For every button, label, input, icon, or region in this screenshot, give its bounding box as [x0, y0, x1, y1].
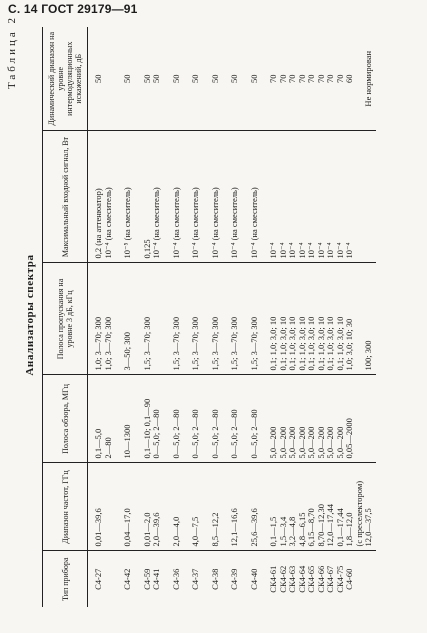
cell-line: 50: [248, 74, 259, 83]
cell-line: 5,0—200: [306, 426, 316, 459]
cell-line: С4-41: [151, 568, 161, 590]
cell-line: 1,0; 3—70; 300: [102, 316, 113, 371]
cell-line: 60: [344, 74, 354, 83]
cell-line: 10—1300: [122, 424, 132, 459]
cell-line: СК4-66: [315, 565, 326, 593]
cell-line: 70: [334, 74, 345, 83]
cell-line: 8,5—12,2: [209, 512, 220, 547]
cell-line: С4-59: [141, 568, 152, 590]
cell-line: 0—5,0; 2—80: [190, 409, 200, 459]
cell-type: [242, 551, 262, 607]
cell-line: 70: [306, 74, 316, 83]
cell-span: [222, 375, 242, 463]
cell-line: 5,0—200: [296, 426, 307, 459]
cell-line: 1,5; 3—70; 300: [170, 316, 181, 371]
cell-line: 10⁻⁴: [296, 242, 307, 259]
cell-line: 2,0—4,0: [170, 516, 181, 547]
col-header-frequency: Диапазон частот, ГГц: [43, 463, 88, 551]
cell-line: 1,5; 3—70; 300: [248, 316, 259, 371]
cell-max-input: [135, 131, 164, 263]
cell-type: [135, 551, 164, 607]
cell-span: [242, 375, 262, 463]
cell-line: 0—5,0; 2—80: [209, 409, 220, 459]
cell-line: 0,1; 1,0; 3,0; 10: [315, 316, 326, 371]
table-row: [164, 27, 184, 607]
cell-dynamic-range: [88, 27, 116, 131]
cell-line: 0,125: [141, 239, 152, 259]
cell-line: 70: [287, 74, 297, 83]
cell-span: [164, 375, 184, 463]
cell-line: 0,1; 1,0; 3,0; 10: [277, 316, 288, 371]
cell-line: СК4-63: [287, 565, 297, 593]
cell-span: [115, 375, 135, 463]
cell-frequency: [242, 463, 262, 551]
cell-span: [261, 375, 376, 463]
cell-line: 10⁻⁴: [334, 242, 345, 259]
cell-line: 1,5; 3—70; 300: [141, 316, 152, 371]
cell-line: СК4-67: [325, 565, 335, 593]
cell-line: СК4-64: [296, 565, 307, 593]
cell-frequency: [183, 463, 203, 551]
cell-line: С4-38: [209, 568, 220, 590]
cell-line: 0,1; 1,0; 3,0; 10: [334, 316, 345, 371]
cell-line: 0—5,0; 2—80: [229, 409, 239, 459]
cell-frequency: [88, 463, 116, 551]
cell-line: 10⁻⁴: [268, 242, 278, 259]
col-header-bandwidth: Полоса пропускания на уровне 3 дБ, кГц: [43, 263, 88, 375]
cell-line: Не нормирован: [363, 50, 373, 107]
cell-type: [222, 551, 242, 607]
cell-bandwidth: [115, 263, 135, 375]
cell-frequency: [261, 463, 376, 551]
cell-span: [135, 375, 164, 463]
cell-line: 10⁻⁴ (на смеситель): [229, 187, 239, 259]
cell-dynamic-range: [135, 27, 164, 131]
cell-max-input: [88, 131, 116, 263]
cell-line: С4-39: [229, 568, 239, 590]
cell-line: 70: [315, 74, 326, 83]
cell-line: 0,1; 1,0; 3,0; 10: [306, 316, 316, 371]
cell-line: 0—5,0; 2—80: [170, 409, 181, 459]
cell-dynamic-range: [164, 27, 184, 131]
cell-line: С4-42: [122, 568, 132, 590]
cell-bandwidth: [203, 263, 223, 375]
cell-type: [183, 551, 203, 607]
table-row: [261, 27, 376, 607]
cell-line: 0,1; 1,0; 3,0; 10: [325, 316, 335, 371]
cell-line: СК4-61: [268, 565, 278, 593]
cell-line: 0,1; 1,0; 3,0; 10: [287, 316, 297, 371]
cell-dynamic-range: [115, 27, 135, 131]
table-header-row: [43, 27, 88, 607]
cell-line: 4,8—6,15: [296, 512, 307, 547]
cell-line: 50: [141, 74, 152, 83]
cell-line: 0,05—2000: [344, 418, 354, 459]
cell-line: С4-36: [170, 568, 181, 590]
cell-max-input: [203, 131, 223, 263]
cell-line: 70: [268, 74, 278, 83]
cell-line: 5,0—200: [287, 426, 297, 459]
cell-line: 5,0—200: [277, 426, 288, 459]
cell-line: СК4-75: [334, 565, 345, 593]
table-row: [183, 27, 203, 607]
table-row: [88, 27, 116, 607]
cell-line: 50: [170, 74, 181, 83]
cell-bandwidth: [135, 263, 164, 375]
col-header-max-input: Максимальный входной сигнал, Вт: [43, 131, 88, 263]
col-header-type: Тип прибора: [43, 551, 88, 607]
cell-line: 10⁻⁴ (на смеситель): [151, 187, 161, 259]
cell-line: 10⁻⁴: [287, 242, 297, 259]
cell-max-input: [183, 131, 203, 263]
cell-line: СК4-65: [306, 565, 316, 593]
cell-line: 10⁻⁵ (на смеситель): [122, 187, 132, 259]
cell-line: 10⁻⁴: [344, 242, 354, 259]
cell-line: 10⁻⁴ (на смеситель): [190, 187, 200, 259]
cell-line: 50: [209, 74, 220, 83]
cell-bandwidth: [88, 263, 116, 375]
cell-line: 12,1—16,6: [229, 508, 239, 547]
cell-line: 1,5; 3—70; 300: [209, 316, 220, 371]
cell-max-input: [222, 131, 242, 263]
cell-line: С4-40: [248, 568, 259, 590]
cell-type: [115, 551, 135, 607]
cell-line: 1,8—12,0: [344, 512, 354, 547]
cell-line: 10⁻⁴: [315, 242, 326, 259]
cell-line: 50: [151, 74, 161, 83]
cell-line: 3,2—4,8: [287, 516, 297, 547]
cell-line: 5,0—200: [268, 426, 278, 459]
cell-line: 10⁻⁴: [277, 242, 288, 259]
cell-line: 2,0—39,6: [151, 512, 161, 547]
cell-frequency: [135, 463, 164, 551]
cell-max-input: [261, 131, 376, 263]
rotated-table-page: [4, 15, 416, 615]
cell-line: 1,5; 3—70; 300: [190, 316, 200, 371]
cell-line: 1,0; 3—70; 300: [93, 316, 103, 371]
cell-max-input: [115, 131, 135, 263]
cell-line: 0,2 (на аттенюатор): [93, 188, 103, 259]
table-row: [222, 27, 242, 607]
cell-line: 70: [277, 74, 288, 83]
cell-line: 0,1—10; 0,1—90: [141, 398, 152, 459]
cell-line: 70: [296, 74, 307, 83]
cell-line: 10⁻⁴ (на смеситель): [170, 187, 181, 259]
cell-line: С4-27: [93, 568, 103, 590]
cell-line: 100; 300: [363, 340, 373, 371]
cell-type: [203, 551, 223, 607]
cell-line: 50: [122, 74, 132, 83]
cell-line: 0,01—39,6: [93, 508, 103, 547]
cell-bandwidth: [242, 263, 262, 375]
cell-line: 12,0—17,44: [325, 504, 335, 547]
cell-line: 0,01—2,0: [141, 512, 152, 547]
cell-dynamic-range: [261, 27, 376, 131]
cell-frequency: [203, 463, 223, 551]
cell-line: 50: [93, 74, 103, 83]
table-number: Таблица 2: [6, 15, 18, 90]
cell-line: 6,15—8,70: [306, 508, 316, 547]
cell-line: 10⁻⁴ (на смеситель): [102, 187, 113, 259]
cell-type: [88, 551, 116, 607]
cell-span: [88, 375, 116, 463]
cell-line: 4,0—7,5: [190, 516, 200, 547]
cell-line: 0—5,0; 2—80: [151, 409, 161, 459]
cell-line: 3—50; 300: [122, 332, 132, 371]
cell-line: (с преселектором): [353, 480, 364, 547]
table-title: Анализаторы спектра: [24, 254, 36, 376]
cell-line: С4-37: [190, 568, 200, 590]
cell-line: 1,5—3,4: [277, 516, 288, 547]
cell-line: 0—5,0; 2—80: [248, 409, 259, 459]
page-header: С. 14 ГОСТ 29179—91: [8, 2, 138, 16]
cell-line: 70: [325, 74, 335, 83]
cell-line: 10⁻⁴: [325, 242, 335, 259]
cell-max-input: [242, 131, 262, 263]
col-header-span: Полоса обзора, МГц: [43, 375, 88, 463]
cell-frequency: [164, 463, 184, 551]
cell-dynamic-range: [203, 27, 223, 131]
cell-dynamic-range: [242, 27, 262, 131]
cell-bandwidth: [164, 263, 184, 375]
cell-type: [164, 551, 184, 607]
cell-frequency: [222, 463, 242, 551]
cell-dynamic-range: [222, 27, 242, 131]
spectrum-analyzers-table: [42, 27, 376, 607]
cell-line: 50: [229, 74, 239, 83]
cell-line: 50: [190, 74, 200, 83]
cell-max-input: [164, 131, 184, 263]
cell-bandwidth: [183, 263, 203, 375]
cell-line: 1,5; 3—70; 300: [229, 316, 239, 371]
cell-type: [261, 551, 376, 607]
cell-bandwidth: [261, 263, 376, 375]
cell-line: 10⁻⁴: [306, 242, 316, 259]
cell-line: 2—80: [102, 437, 113, 459]
cell-line: 8,70—12,30: [315, 504, 326, 547]
cell-frequency: [115, 463, 135, 551]
cell-line: 5,0—200: [334, 426, 345, 459]
cell-dynamic-range: [183, 27, 203, 131]
table-row: [203, 27, 223, 607]
cell-bandwidth: [222, 263, 242, 375]
cell-line: 10⁻⁴ (на смеситель): [209, 187, 220, 259]
cell-line: 0,1; 1,0; 3,0; 10: [268, 316, 278, 371]
col-header-dynamic-range: Динамический диапазон на уровне интермодуляционных искажений, дБ: [43, 27, 88, 131]
cell-line: СК4-62: [277, 565, 288, 593]
cell-line: 1,0; 3,0; 10; 30: [344, 318, 354, 371]
cell-line: 25,6—39,6: [248, 508, 259, 547]
cell-line: 0,1—1,5: [268, 516, 278, 547]
table-row: [135, 27, 164, 607]
cell-line: 5,0—200: [325, 426, 335, 459]
cell-line: 5,0—200: [315, 426, 326, 459]
cell-span: [183, 375, 203, 463]
cell-line: 12,0—37,5: [363, 508, 373, 547]
cell-line: 0,1—5,0: [93, 428, 103, 459]
cell-line: 0,1; 1,0; 3,0; 10: [296, 316, 307, 371]
table-row: [115, 27, 135, 607]
table-row: [242, 27, 262, 607]
cell-line: С4-60: [344, 568, 354, 590]
cell-line: 0,04—17,0: [122, 508, 132, 547]
cell-line: 10⁻⁴ (на смеситель): [248, 187, 259, 259]
cell-line: 0,1—17,44: [334, 508, 345, 547]
cell-span: [203, 375, 223, 463]
